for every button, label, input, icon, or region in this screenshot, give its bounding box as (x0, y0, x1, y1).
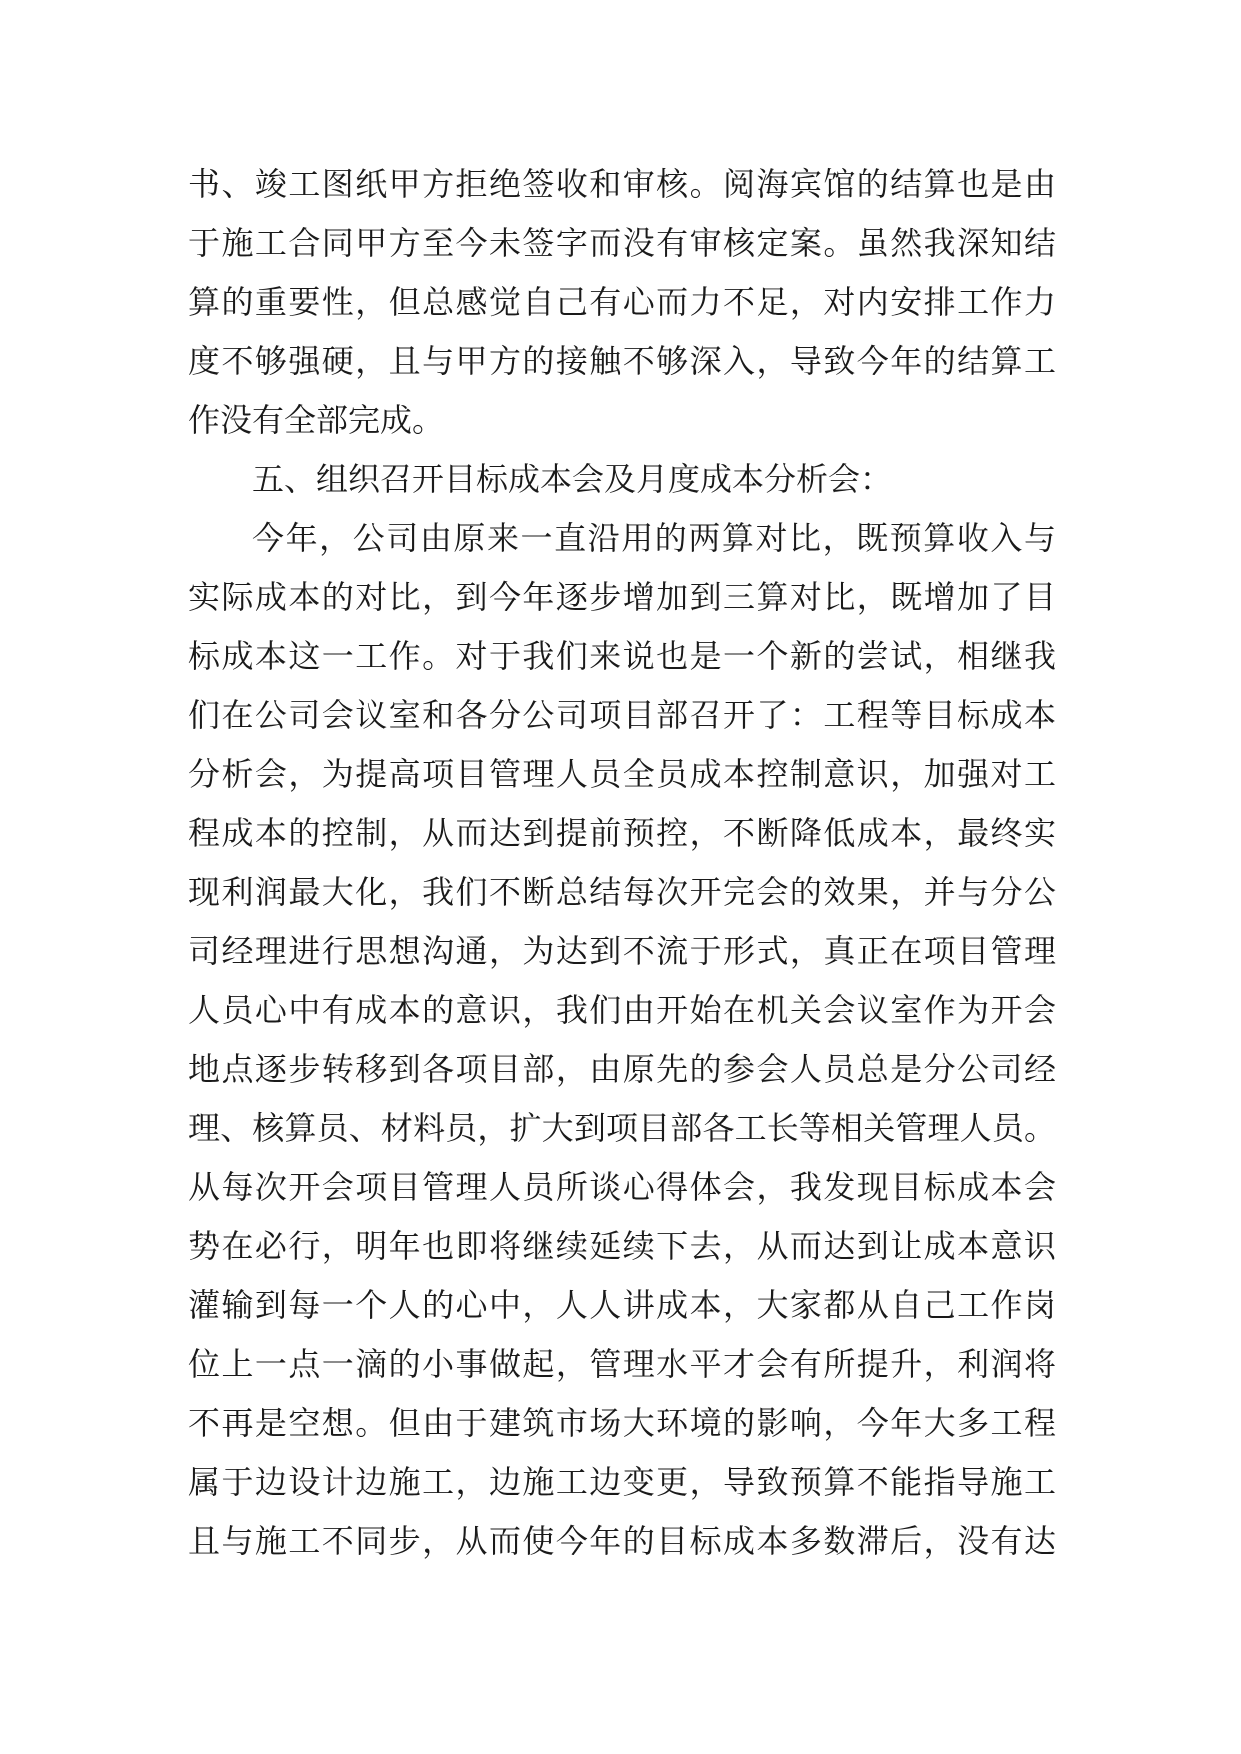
text-line: 现利润最大化，我们不断总结每次开完会的效果，并与分公 (188, 873, 1056, 911)
text-line: 今年，公司由原来一直沿用的两算对比，既预算收入与 (252, 519, 1056, 557)
text-line: 们在公司会议室和各分公司项目部召开了：工程等目标成本 (188, 696, 1056, 734)
text-line: 标成本这一工作。对于我们来说也是一个新的尝试，相继我 (188, 637, 1056, 675)
text-line: 位上一点一滴的小事做起，管理水平才会有所提升，利润将 (188, 1345, 1056, 1383)
text-line: 属于边设计边施工，边施工边变更，导致预算不能指导施工 (188, 1463, 1056, 1501)
section-heading: 五、组织召开目标成本会及月度成本分析会： (252, 460, 893, 498)
text-line: 从每次开会项目管理人员所谈心得体会，我发现目标成本会 (188, 1168, 1056, 1206)
text-line: 地点逐步转移到各项目部，由原先的参会人员总是分公司经 (188, 1050, 1056, 1088)
text-line: 且与施工不同步，从而使今年的目标成本多数滞后，没有达 (188, 1522, 1056, 1560)
text-line: 分析会，为提高项目管理人员全员成本控制意识，加强对工 (188, 755, 1056, 793)
text-line: 人员心中有成本的意识，我们由开始在机关会议室作为开会 (188, 991, 1056, 1029)
body-text (188, 155, 1056, 1571)
text-line: 理、核算员、材料员，扩大到项目部各工长等相关管理人员。 (188, 1109, 1056, 1147)
text-line: 作没有全部完成。 (188, 401, 445, 439)
text-line: 不再是空想。但由于建筑市场大环境的影响，今年大多工程 (188, 1404, 1056, 1442)
text-line: 度不够强硬，且与甲方的接触不够深入，导致今年的结算工 (188, 342, 1056, 380)
text-line: 书、竣工图纸甲方拒绝签收和审核。阅海宾馆的结算也是由 (188, 165, 1056, 203)
text-line: 程成本的控制，从而达到提前预控，不断降低成本，最终实 (188, 814, 1056, 852)
text-line: 算的重要性，但总感觉自己有心而力不足，对内安排工作力 (188, 283, 1056, 321)
text-line: 于施工合同甲方至今未签字而没有审核定案。虽然我深知结 (188, 224, 1056, 262)
text-line: 势在必行，明年也即将继续延续下去，从而达到让成本意识 (188, 1227, 1056, 1265)
text-line: 灌输到每一个人的心中，人人讲成本，大家都从自己工作岗 (188, 1286, 1056, 1324)
text-line: 实际成本的对比，到今年逐步增加到三算对比，既增加了目 (188, 578, 1056, 616)
text-line: 司经理进行思想沟通，为达到不流于形式，真正在项目管理 (188, 932, 1056, 970)
